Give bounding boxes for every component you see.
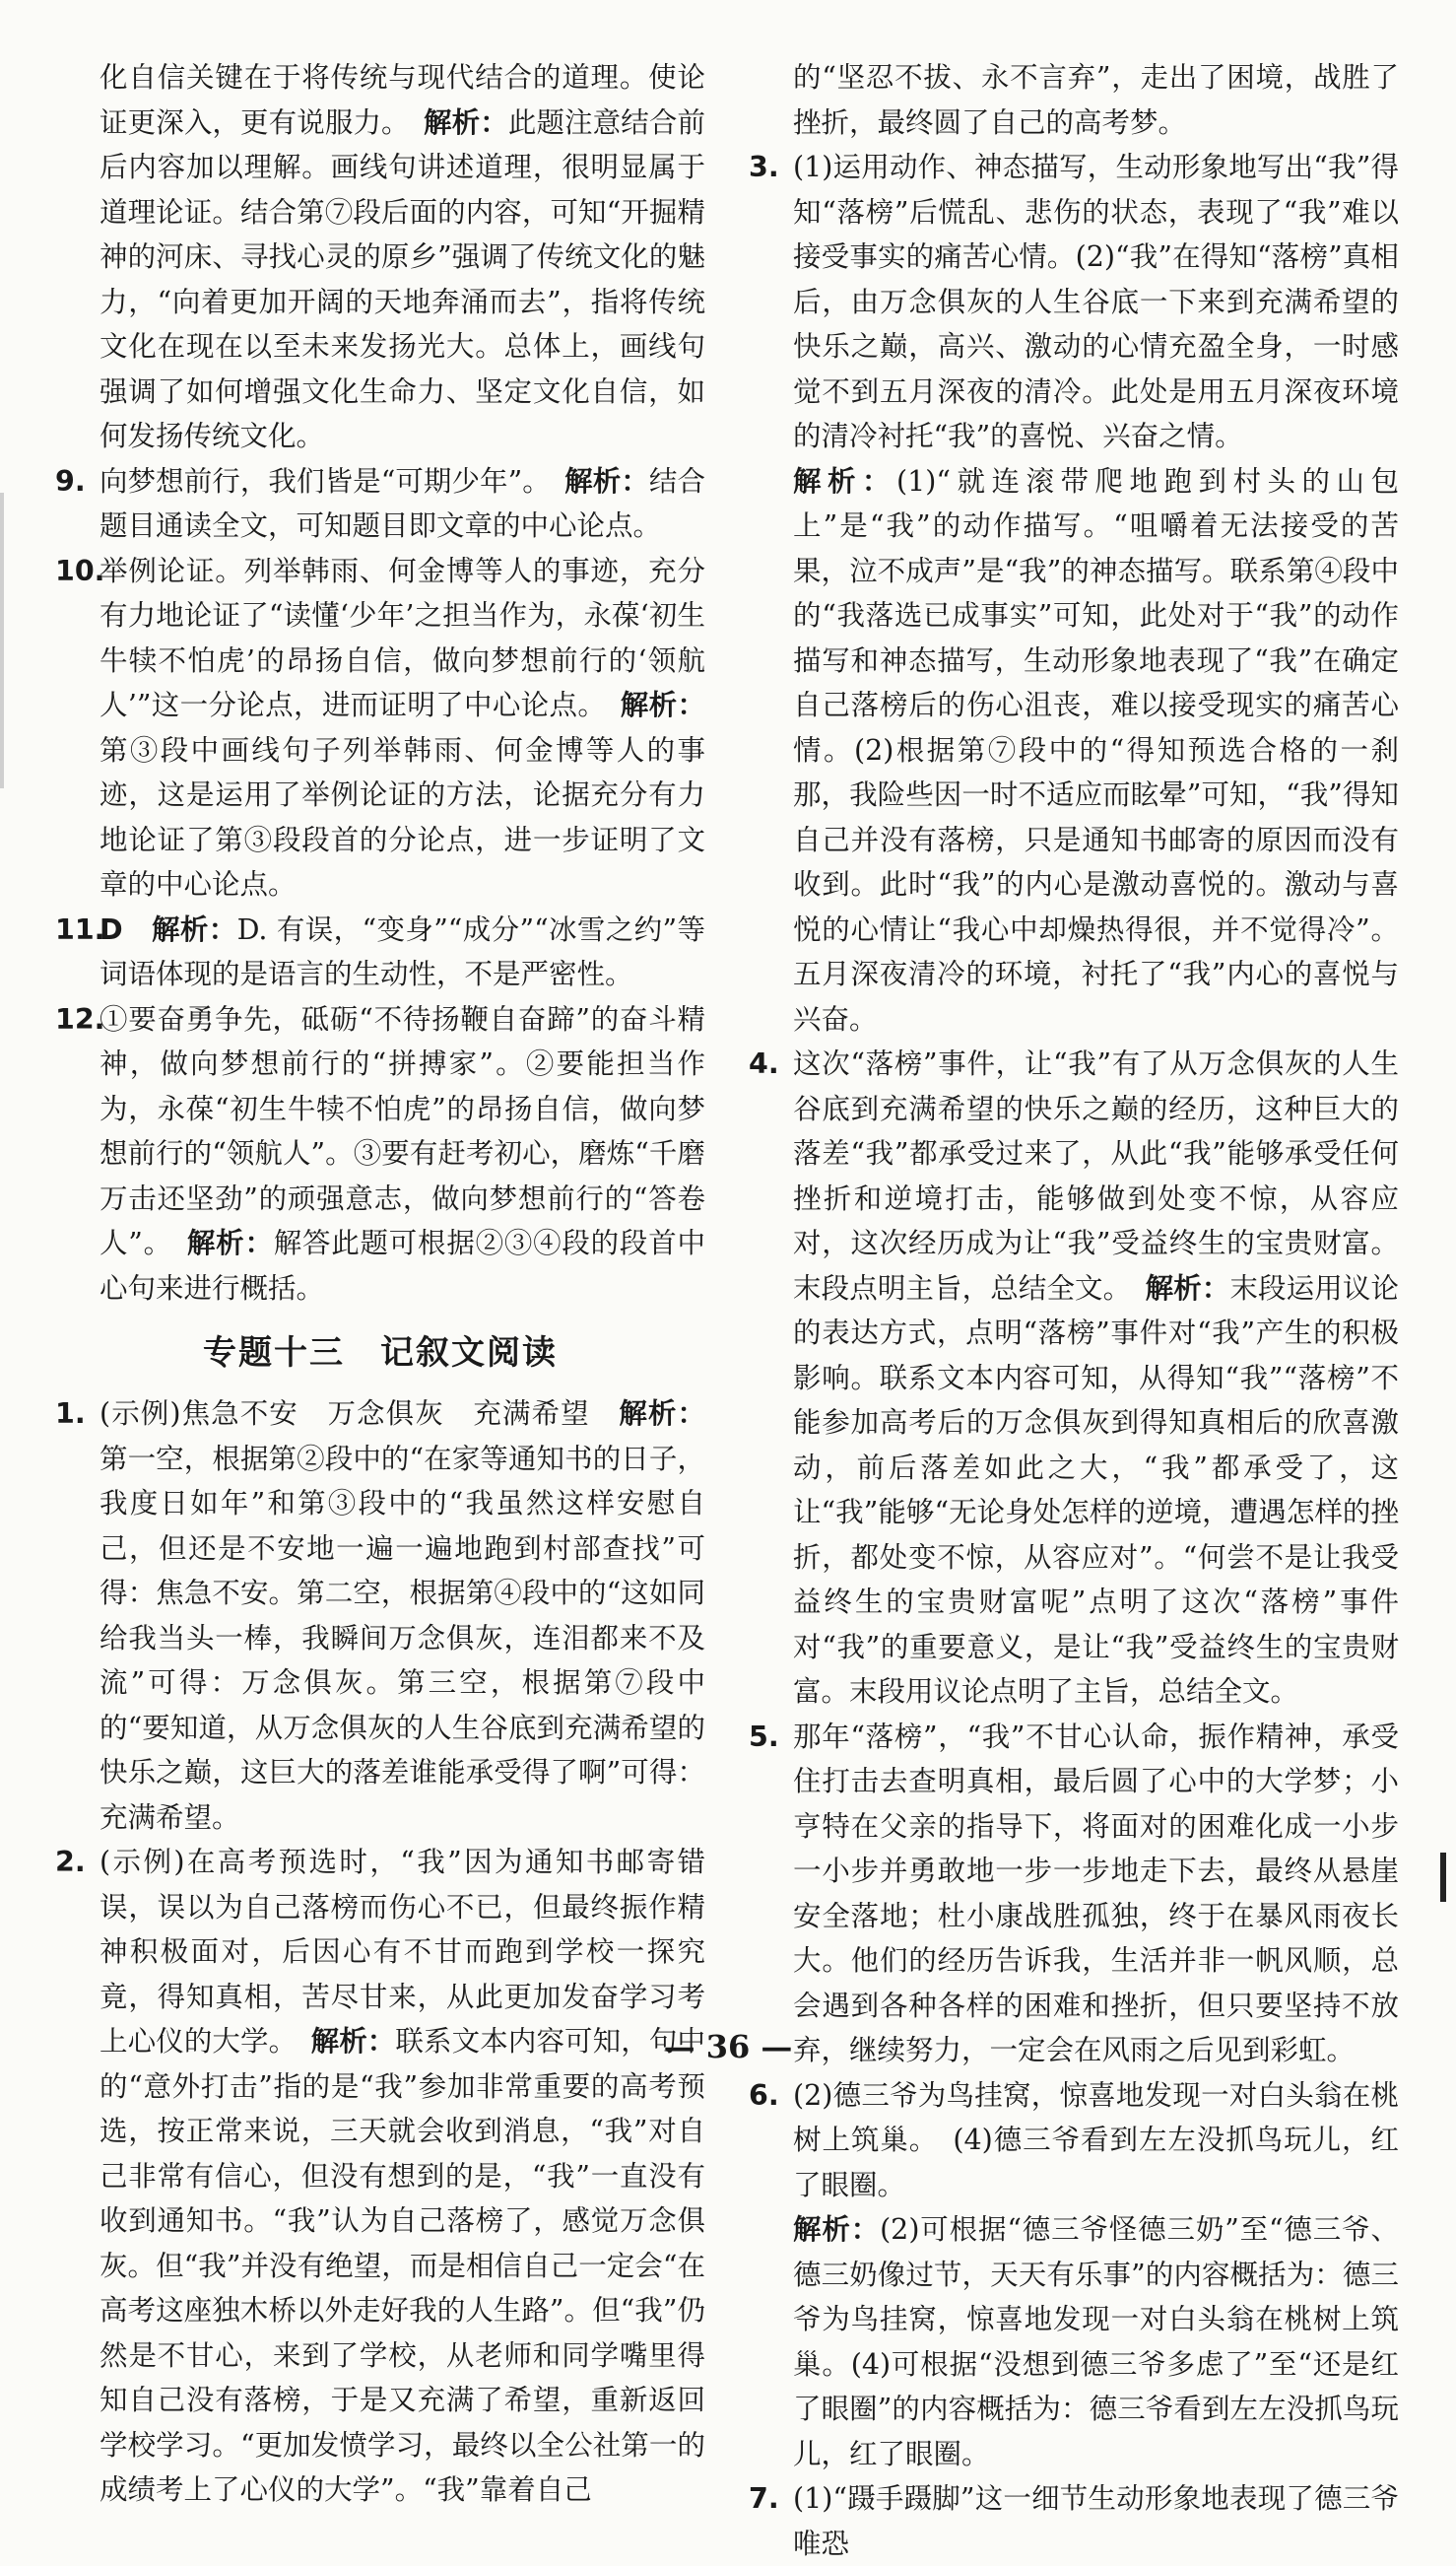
narrative-answer-3: 3. (1)运用动作、神态描写，生动形象地写出“我”得知“落榜”后慌乱、悲伤的状态，表现了“我”难以接受事实的痛苦心情。(2)“我”在得知“落榜”真相后，由万念俱灰的人生谷底一下来到充满希望的快乐之巅，高兴、激动的心情充盈全身，一时感觉不到五月深夜的清冷。此处是用五月深夜环境的清冷衬托“我”的喜悦、兴奋之情。 [749,151,1399,452]
continued-answer-8: 化自信关键在于将传统与现代结合的道理。使论证更深入，更有说服力。 解析：此题注意结合前后内容加以理解。画线句讲述道理，很明显属于道理论证。结合第⑦段后面的内容，可知“开掘精神的河床、寻找心灵的原乡”强调了传统文化的魅力，“向着更加开阔的天地奔涌而去”，指将传统文化在现在以至未来发扬光大。总体上，画线句强调了如何增强文化生命力、坚定文化自信，如何发扬传统文化。 [99,61,705,452]
answer-item-9: 9. 向梦想前行，我们皆是“可期少年”。 解析：结合题目通读全文，可知题目即文章的中心论点。 [55,464,705,542]
right-column [749,55,1399,2566]
narrative-answer-2: 2. (示例)在高考预选时，“我”因为通知书邮寄错误，误以为自己落榜而伤心不已，但最终振作精神积极面对，后因心有不甘而跑到学校一探究竟，得知真相，苦尽甘来，从此更加发奋学习考上心仪的大学。 解析：联系文本内容可知，句中的“意外打击”指的是“我”参加非常重要的高考预选，按正常来说，三天就会收到消息，“我”对自己非常有信心，但没有想到的是，“我”一直没有收到通知书。“我”认为自己落榜了，感觉万念俱灰。但“我”并没有绝望，而是相信自己一定会“在高考这座独木桥以外走好我的人生路”。但“我”仍然是不甘心，来到了学校，从老师和同学嘴里得知自己没有落榜，于是又充满了希望，重新返回学校学习。“更加发愤学习，最终以全公社第一的成绩考上了心仪的大学”。“我”靠着自己 [55,1846,705,2506]
narrative-answer-1: 1. (示例)焦急不安 万念俱灰 充满希望 解析：第一空，根据第②段中的“在家等通知书的日子，我度日如年”和第③段中的“我虽然这样安慰自己，但还是不安地一遍一遍地跑到村部查找”可得：焦急不安。第二空，根据第④段中的“这如同给我当头一棒，我瞬间万念俱灰，连泪都来不及流”可得：万念俱灰。第三空，根据第⑦段中的“要知道，从万念俱灰的人生谷底到充满希望的快乐之巅，这巨大的落差谁能承受得了啊”可得：充满希望。 [55,1397,705,1834]
narrative-analysis-6: 解析：(2)可根据“德三爷怪德三奶”至“德三爷、德三奶像过节，天天有乐事”的内容概括为：德三爷为鸟挂窝，惊喜地发现一对白头翁在桃树上筑巢。(4)可根据“没想到德三爷多虑了”至“还是红了眼圈”的内容概括为：德三爷看到左左没抓鸟玩儿，红了眼圈。 [793,2213,1399,2470]
narrative-answer-5: 5. 那年“落榜”，“我”不甘心认命，振作精神，承受住打击去查明真相，最后圆了心中的大学梦；小亨特在父亲的指导下，将面对的困难化成一小步一小步并勇敢地一步一步地走下去，最终从悬崖安全落地；杜小康战胜孤独，终于在暴风雨夜长大。他们的经历告诉我，生活并非一帆风顺，总会遇到各种各样的困难和挫折，但只要坚持不放弃，继续努力，一定会在风雨之后见到彩虹。 [749,1720,1399,2066]
section-title: 专题十三 记叙文阅读 [203,1333,558,1373]
page-number: — 36 — [663,2028,793,2065]
page-edge-mark [1440,1853,1446,1902]
answer-item-11: 11. D 解析：D. 有误，“变身”“成分”“冰雪之约”等词语体现的是语言的生动性，不是严密性。 [55,912,705,990]
narrative-analysis-3: 解析：(1)“就连滚带爬地跑到村头的山包上”是“我”的动作描写。“咀嚼着无法接受的苦果，泣不成声”是“我”的神态描写。联系第④段中的“我落选已成事实”可知，此处对于“我”的动作描写和神态描写，生动形象地表现了“我”在确定自己落榜后的伤心沮丧，难以接受现实的痛苦心情。(2)根据第⑦段中的“得知预选合格的一刹那，我险些因一时不适应而眩晕”可知，“我”得知自己并没有落榜，只是通知书邮寄的原因而没有收到。此时“我”的内心是激动喜悦的。激动与喜悦的心情让“我心中却燥热得很，并不觉得冷”。五月深夜清冷的环境，衬托了“我”内心的喜悦与兴奋。 [793,464,1399,1036]
answer-item-12: 12. ①要奋勇争先，砥砺“不待扬鞭自奋蹄”的奋斗精神，做向梦想前行的“拼搏家”。②要能担当作为，永葆“初生牛犊不怕虎”的昂扬自信，做向梦想前行的“领航人”。③要有赶考初心，磨炼“千磨万击还坚劲”的顽强意志，做向梦想前行的“答卷人”。 解析：解答此题可根据②③④段的段首中心句来进行概括。 [55,1002,705,1305]
left-column [55,55,705,2513]
narrative-answer-6: 6. (2)德三爷为鸟挂窝，惊喜地发现一对白头翁在桃树上筑巢。 (4)德三爷看到左左没抓鸟玩儿，红了眼圈。 [749,2078,1399,2201]
continued-answer-2: 的“坚忍不拔、永不言弃”，走出了困境，战胜了挫折，最终圆了自己的高考梦。 [793,61,1399,139]
narrative-answer-4: 4. 这次“落榜”事件，让“我”有了从万念俱灰的人生谷底到充满希望的快乐之巅的经历，这种巨大的落差“我”都承受过来了，从此“我”能够承受任何挫折和逆境打击，能够做到处变不惊，从容应对，这次经历成为让“我”受益终生的宝贵财富。末段点明主旨，总结全文。 解析：末段运用议论的表达方式，点明“落榜”事件对“我”产生的积极影响。联系文本内容可知，从得知“我”“落榜”不能参加高考后的万念俱灰到得知真相后的欣喜激动，前后落差如此之大，“我”都承受了，这让“我”能够“无论身处怎样的逆境，遭遇怎样的挫折，都处变不惊，从容应对”。“何尝不是让我受益终生的宝贵财富呢”点明了这次“落榜”事件对“我”的重要意义，是让“我”受益终生的宝贵财富。末段用议论点明了主旨，总结全文。 [749,1047,1399,1708]
narrative-answer-7: 7. (1)“蹑手蹑脚”这一细节生动形象地表现了德三爷唯恐 [749,2482,1399,2560]
binding-edge-mark [0,493,4,788]
answer-item-10: 10. 举例论证。列举韩雨、何金博等人的事迹，充分有力地论证了“读懂‘少年’之担当作为，永葆‘初生牛犊不怕虎’的昂扬自信，做向梦想前行的‘领航人’”这一分论点，进而证明了中心论点。 解析：第③段中画线句子列举韩雨、何金博等人的事迹，这是运用了举例论证的方法，论据充分有力地论证了第③段段首的分论点，进一步证明了文章的中心论点。 [55,554,705,901]
